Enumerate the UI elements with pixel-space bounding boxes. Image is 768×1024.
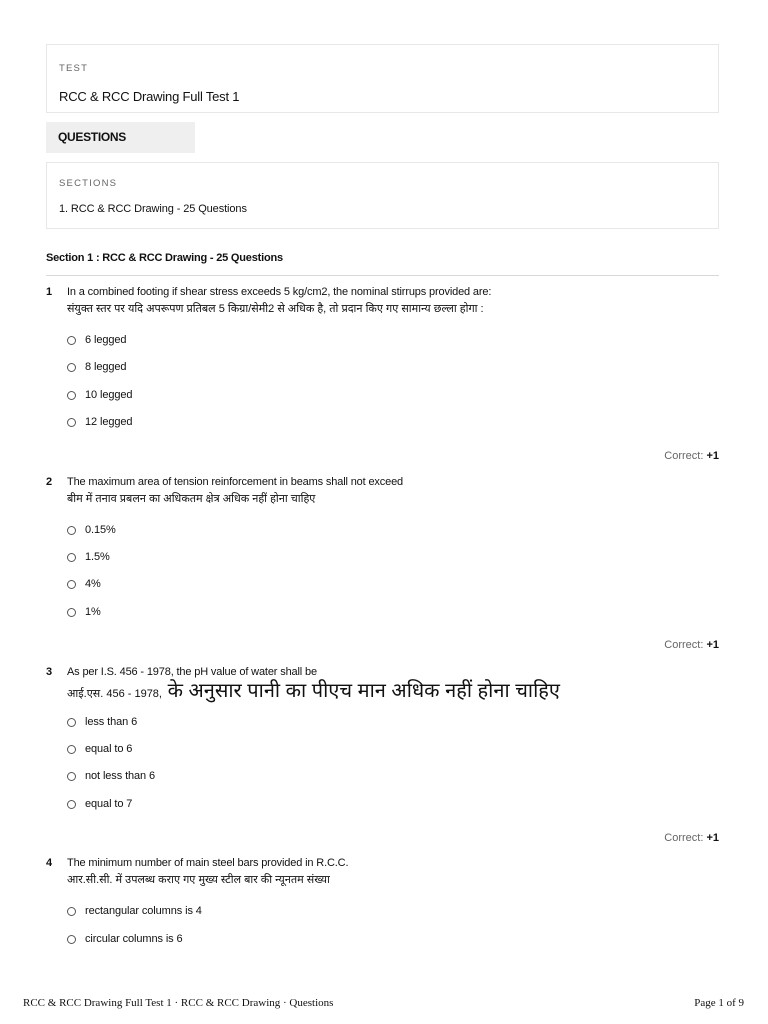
sections-card [46, 162, 719, 229]
option-label: 1.5% [85, 551, 110, 563]
section-heading: Section 1 : RCC & RCC Drawing - 25 Questions [46, 252, 283, 264]
question-block [46, 857, 719, 957]
answer-option[interactable] [67, 742, 132, 756]
question-number: 2 [46, 476, 53, 488]
question-number: 4 [46, 857, 53, 869]
radio-button[interactable] [67, 363, 76, 372]
option-label: not less than 6 [85, 770, 156, 782]
answer-option[interactable] [67, 388, 132, 402]
correct-marks [664, 450, 719, 462]
test-label: TEST [59, 63, 89, 74]
answer-option[interactable] [67, 415, 132, 429]
question-block [46, 286, 719, 466]
radio-button[interactable] [67, 608, 76, 617]
question-text-hindi: बीम में तनाव प्रबलन का अधिकतम क्षेत्र अधिक नहीं होना चाहिए [67, 493, 316, 505]
correct-label: Correct: [664, 832, 704, 844]
radio-button[interactable] [67, 907, 76, 916]
option-label: 4% [85, 578, 101, 590]
question-text: The minimum number of main steel bars provided in R.C.C. [67, 857, 349, 869]
question-text: The maximum area of tension reinforcement in beams shall not exceed [67, 476, 404, 488]
option-label: equal to 6 [85, 743, 133, 755]
answer-option[interactable] [67, 523, 116, 537]
radio-button[interactable] [67, 336, 76, 345]
radio-button[interactable] [67, 800, 76, 809]
correct-marks [664, 832, 719, 844]
question-text-hindi-main: के अनुसार पानी का पीएच मान अधिक नहीं होना चाहिए [167, 680, 560, 702]
question-text-hindi-prefix: आई.एस. 456 - 1978, [67, 688, 162, 700]
marks-value: +1 [706, 832, 719, 844]
answer-option[interactable] [67, 333, 126, 347]
answer-option[interactable] [67, 769, 155, 783]
option-label: 1% [85, 606, 101, 618]
question-text: As per I.S. 456 - 1978, the pH value of water shall be [67, 666, 317, 678]
page-number: Page 1 of 9 [694, 997, 744, 1009]
answer-option[interactable] [67, 550, 110, 564]
radio-button[interactable] [67, 391, 76, 400]
answer-option[interactable] [67, 360, 126, 374]
radio-button[interactable] [67, 718, 76, 727]
answer-option[interactable] [67, 577, 101, 591]
radio-button[interactable] [67, 772, 76, 781]
page-footer-title: RCC & RCC Drawing Full Test 1 · RCC & RCC Drawing · Questions [23, 997, 334, 1009]
questions-tab[interactable]: QUESTIONS [46, 122, 195, 153]
section-divider [46, 275, 719, 276]
question-text-hindi: आर.सी.सी. में उपलब्ध कराए गए मुख्य स्टील बार की न्यूनतम संख्या [67, 874, 330, 886]
question-block [46, 476, 719, 656]
radio-button[interactable] [67, 418, 76, 427]
option-label: 0.15% [85, 524, 116, 536]
question-number: 1 [46, 286, 53, 298]
option-label: 8 legged [85, 361, 127, 373]
option-label: 6 legged [85, 334, 127, 346]
option-label: rectangular columns is 4 [85, 905, 202, 917]
option-label: 12 legged [85, 416, 133, 428]
question-text-hindi [67, 676, 560, 703]
marks-value: +1 [706, 639, 719, 651]
correct-label: Correct: [664, 639, 704, 651]
radio-button[interactable] [67, 553, 76, 562]
option-label: 10 legged [85, 389, 133, 401]
answer-option[interactable] [67, 932, 183, 946]
radio-button[interactable] [67, 580, 76, 589]
answer-option[interactable] [67, 605, 101, 619]
question-text: In a combined footing if shear stress exceeds 5 kg/cm2, the nominal stirrups provided are: [67, 286, 492, 298]
test-title: RCC & RCC Drawing Full Test 1 [59, 89, 240, 104]
answer-option[interactable] [67, 904, 202, 918]
correct-label: Correct: [664, 450, 704, 462]
radio-button[interactable] [67, 935, 76, 944]
section-link[interactable]: 1. RCC & RCC Drawing - 25 Questions [59, 203, 247, 215]
marks-value: +1 [706, 450, 719, 462]
question-number: 3 [46, 666, 53, 678]
radio-button[interactable] [67, 526, 76, 535]
radio-button[interactable] [67, 745, 76, 754]
correct-marks [664, 639, 719, 651]
answer-option[interactable] [67, 715, 137, 729]
answer-option[interactable] [67, 797, 132, 811]
option-label: circular columns is 6 [85, 933, 183, 945]
option-label: less than 6 [85, 716, 138, 728]
question-block [46, 666, 719, 848]
test-header-card [46, 44, 719, 113]
option-label: equal to 7 [85, 798, 133, 810]
question-text-hindi: संयुक्त स्तर पर यदि अपरूपण प्रतिबल 5 किग्रा/सेमी2 से अधिक है, तो प्रदान किए गए सामान्य छल्ला होगा : [67, 303, 484, 315]
sections-label: SECTIONS [59, 178, 118, 189]
